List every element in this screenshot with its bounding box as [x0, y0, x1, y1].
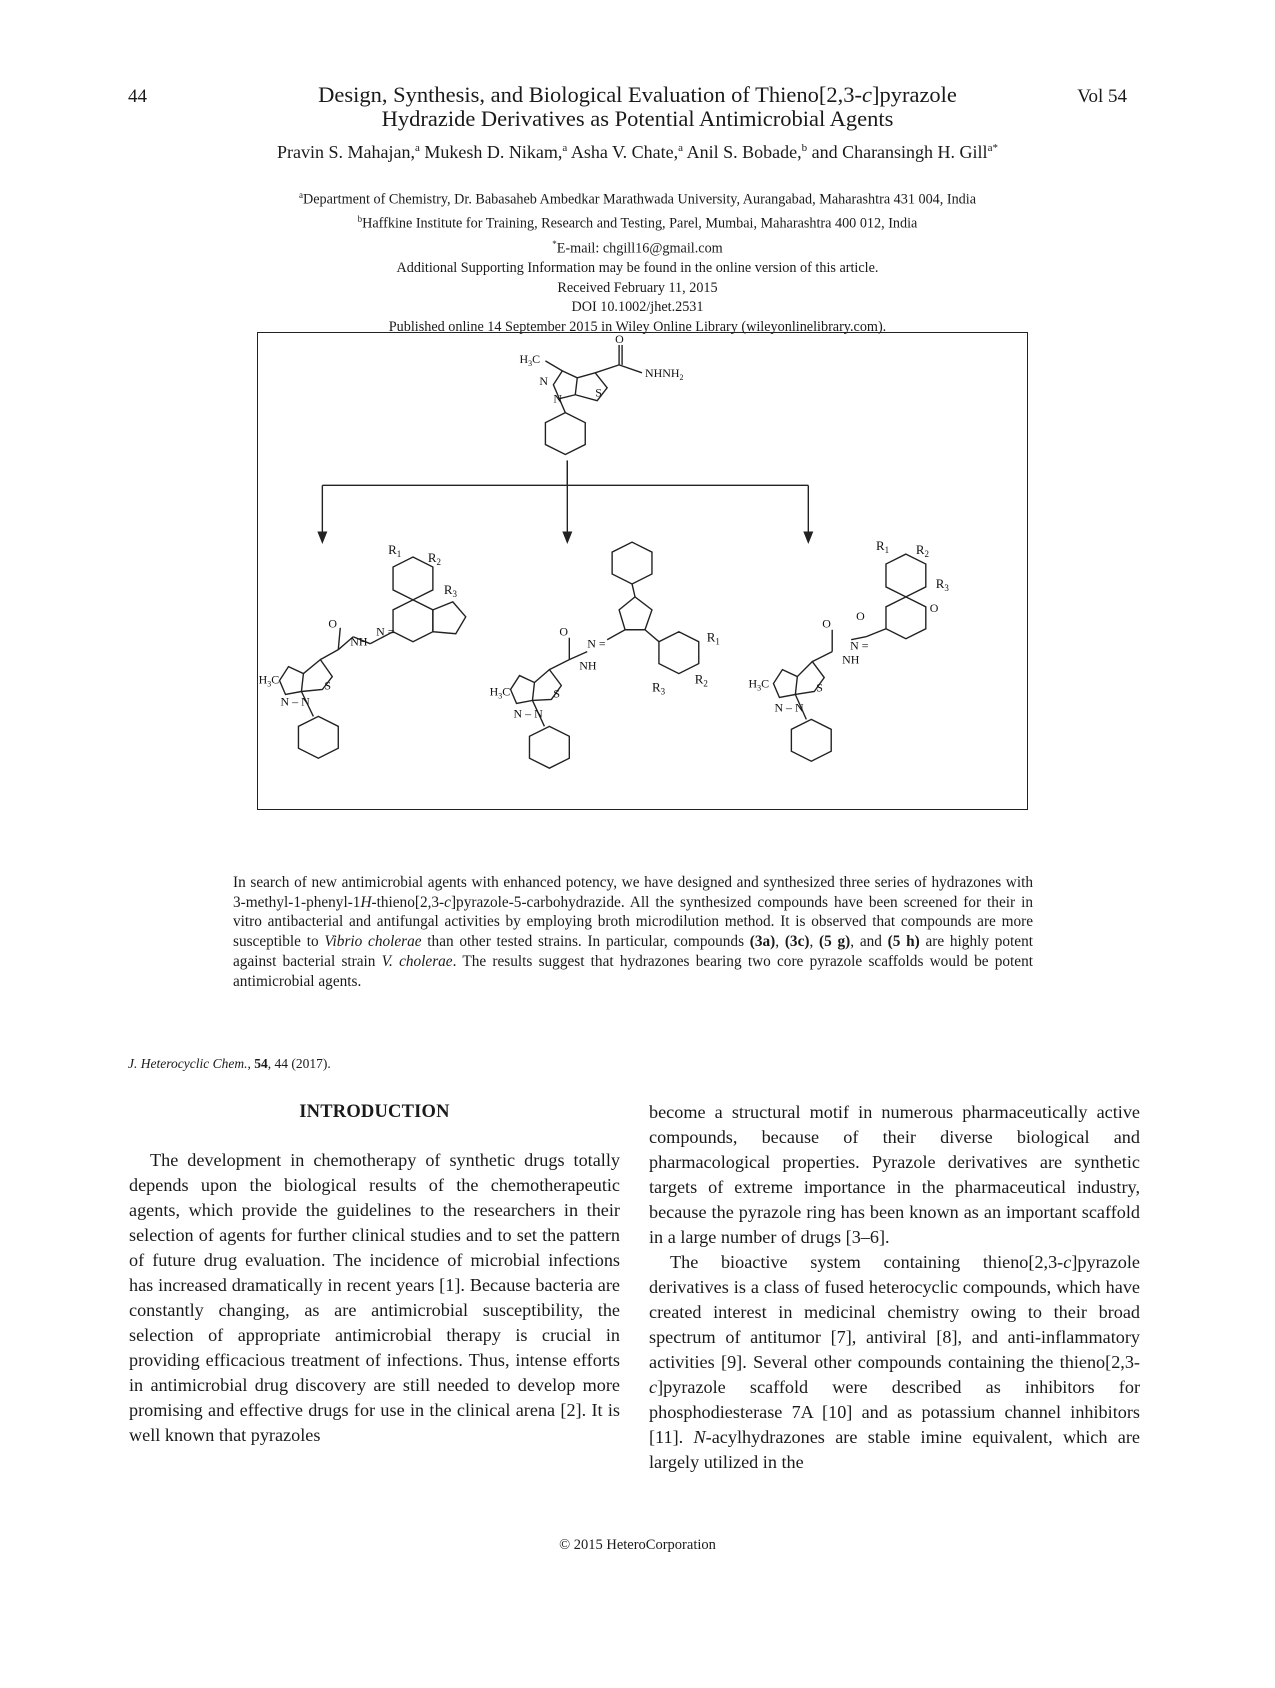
- tetrazole-ring: [433, 602, 466, 634]
- abstract-text: ,: [775, 933, 785, 951]
- affil-mark: *: [552, 238, 557, 249]
- nh-label: NH: [350, 634, 368, 649]
- doi: DOI 10.1002/jhet.2531: [571, 299, 704, 316]
- benzene-ring: [886, 554, 926, 597]
- citation-rest: , 44 (2017).: [267, 1056, 331, 1071]
- received-date: Received February 11, 2015: [557, 279, 718, 296]
- r1-label: $R_1$: [388, 542, 402, 560]
- pyridine-ring: [393, 600, 433, 642]
- pyrazole-ring: [511, 676, 535, 704]
- pyrazole-ring: [280, 667, 304, 695]
- ring-oxygen-label: O: [929, 600, 939, 615]
- r3-label: $R_3$: [443, 581, 457, 599]
- affil-mark: a: [298, 190, 303, 200]
- abstract-italic: H: [360, 893, 372, 911]
- oxygen-label: O: [822, 616, 831, 631]
- abstract-italic: c: [444, 893, 451, 911]
- author-affil-mark: a: [562, 142, 568, 154]
- compound-id: (5 g): [819, 933, 851, 951]
- imine-label: N =: [850, 638, 869, 653]
- branch-arrows: [318, 460, 812, 542]
- oxygen-label: O: [615, 333, 624, 346]
- species-name: Vibrio cholerae: [324, 933, 422, 951]
- abstract-text: ,: [809, 933, 820, 951]
- r1-label: $R_1$: [706, 629, 720, 647]
- author-affil-mark: a: [678, 142, 684, 154]
- product-tetrazoloquinoline: [280, 557, 466, 758]
- title-line-1: [0, 83, 1275, 107]
- affiliations: [0, 186, 1275, 337]
- r3-label: $R_3$: [651, 679, 666, 697]
- author-list: [0, 142, 1275, 163]
- chromone-oxygen-label: O: [856, 608, 865, 623]
- author: Pravin S. Mahajan,: [277, 142, 416, 162]
- abstract-text: , and: [850, 933, 888, 951]
- oxygen-label: O: [559, 624, 568, 639]
- bond: [632, 584, 635, 597]
- imine-label: N =: [376, 624, 395, 639]
- page-number: 44: [128, 86, 147, 107]
- abstract-text: are highly potent against bacterial strain: [233, 933, 1033, 970]
- abstract-text: ]pyrazole-5-carbohydrazide. All the synthesized compounds have been screened for their in vitro antibacterial and antifungal activities by employing broth microdilution method. It is observed that compounds are more susceptible to: [233, 893, 1033, 951]
- r2-label: $R_2$: [694, 671, 708, 689]
- author-affil-mark: a*: [987, 142, 998, 154]
- phenyl-ring: [545, 413, 585, 455]
- paragraph-text: -acylhydrazones are stable imine equivalent, which are largely utilized in the: [649, 1427, 1140, 1472]
- imine-label: N =: [587, 636, 606, 651]
- methyl-label: $H_3C$: [258, 672, 280, 689]
- section-heading: INTRODUCTION: [299, 1102, 450, 1122]
- affiliation-b: [0, 210, 1275, 234]
- email-line: [0, 235, 1275, 259]
- methyl-label: $H_3C$: [489, 684, 511, 701]
- author-affil-mark: b: [801, 142, 808, 154]
- email-text: E-mail: chgill16@gmail.com: [556, 240, 723, 257]
- title-italic-c: c: [861, 82, 872, 107]
- graphical-abstract: [257, 332, 1028, 810]
- article-title: [0, 83, 1275, 131]
- pyrazole-n-label: N – N: [774, 700, 804, 715]
- phenyl-ring: [791, 719, 831, 761]
- compound-id: (5 h): [887, 933, 920, 951]
- pyranone-ring: [886, 597, 926, 639]
- r3-label: $R_3$: [935, 575, 949, 593]
- published-line: Published online 14 September 2015 in Wiley Online Library (wileyonlinelibrary.com).: [388, 318, 887, 335]
- paragraph-text: The bioactive system containing thieno[2,3-: [670, 1252, 1064, 1272]
- phenyl-ring: [298, 716, 338, 758]
- abstract: [233, 873, 1033, 991]
- affil-text: Haffkine Institute for Training, Research and Testing, Parel, Mumbai, Maharashtra 400 012, India: [362, 216, 918, 233]
- italic-text: N: [693, 1427, 706, 1447]
- bond: [866, 629, 886, 637]
- right-column: [649, 1100, 1140, 1475]
- paragraph: [649, 1250, 1140, 1475]
- copyright: © 2015 HeteroCorporation: [559, 1537, 716, 1553]
- bond: [595, 365, 619, 373]
- author: and Charansingh H. Gill: [811, 142, 988, 162]
- sulfur-label: S: [595, 385, 602, 400]
- pyrazole-n-label: N – N: [513, 706, 543, 721]
- author: Mukesh D. Nikam,: [424, 142, 563, 162]
- pyrazole-ring: [773, 670, 797, 698]
- thiophene-ring: [575, 373, 607, 401]
- citation: [128, 1056, 331, 1072]
- volume-label: Vol 54: [1077, 86, 1127, 107]
- pyrazole-ring: [619, 597, 652, 630]
- r2-label: $R_2$: [915, 542, 929, 560]
- author: Anil S. Bobade,: [686, 142, 802, 162]
- methyl-label: $H_3C$: [748, 676, 770, 693]
- methyl-label: $H_3C$: [519, 351, 541, 368]
- hydrazide-label: $NHNH_2$: [644, 365, 684, 382]
- bond: [549, 660, 569, 670]
- bond: [607, 630, 625, 640]
- phenyl-ring: [612, 542, 652, 584]
- affil-text: Department of Chemistry, Dr. Babasaheb Ambedkar Marathwada University, Aurangabad, Maharashtra 431 004, India: [302, 191, 977, 208]
- pyrazole-n-label: N – N: [280, 694, 310, 709]
- supporting-info: Additional Supporting Information may be found in the online version of this article.: [396, 259, 879, 276]
- carbonyl-bond: [338, 628, 340, 650]
- nitrogen-label: N: [539, 373, 549, 388]
- paragraph-text: ]pyrazole derivatives is a class of fused heterocyclic compounds, which have created interest in medicinal chemistry owing to their broad spectrum of antitumor [7], antiviral [8], and anti-inflammatory activities [9]. Several other compounds containing the thieno[2,3-: [649, 1252, 1140, 1372]
- species-name: V. cholerae: [381, 952, 453, 970]
- journal-name: J. Heterocyclic Chem.: [128, 1056, 248, 1071]
- abstract-text: . The results suggest that hydrazones bearing two core pyrazole scaffolds would be potent antimicrobial agents.: [233, 952, 1033, 990]
- compound-id: (3a): [749, 933, 776, 951]
- bond: [812, 652, 832, 662]
- nh-label: NH: [842, 652, 860, 667]
- affiliation-a: [0, 186, 1275, 210]
- citation-volume: 54: [254, 1056, 268, 1071]
- author-affil-mark: a: [415, 142, 420, 154]
- paragraph: become a structural motif in numerous pharmaceutically active compounds, because of their diverse biological and pharmacological properties. Pyrazole derivatives are synthetic targets of extreme importance in the pharmaceutical industry, because the pyrazole ring has been known as an important scaffold in a large number of drugs [3–6].: [649, 1102, 1140, 1247]
- reaction-scheme: [258, 333, 1027, 809]
- bond: [320, 650, 338, 660]
- abstract-text: -thieno[2,3-: [371, 893, 445, 911]
- sulfur-label: S: [553, 686, 561, 701]
- r1-label: $R_1$: [876, 538, 890, 556]
- title-part: ]pyrazole: [871, 82, 957, 107]
- bond: [619, 365, 642, 373]
- title-line-2: Hydrazide Derivatives as Potential Antimicrobial Agents: [381, 106, 894, 131]
- nh-label: NH: [579, 658, 597, 673]
- phenyl-ring: [529, 726, 569, 768]
- sulfur-label: S: [324, 678, 331, 693]
- aryl-ring: [659, 632, 699, 674]
- paragraph: The development in chemotherapy of synthetic drugs totally depends upon the biological results of the chemotherapeutic agents, which provide the guidelines to the researchers in their selection of agents for further clinical studies and to set the pattern of future drug evaluation. The incidence of microbial infections has increased dramatically in recent years [1]. Because bacteria are constantly changing, as are antimicrobial susceptibility, the selection of appropriate antimicrobial therapy is crucial in providing efficacious treatment of infections. Thus, intense efforts in antimicrobial drug discovery are still needed to develop more promising and effective drugs for use in the clinical arena [2]. It is well known that pyrazoles: [129, 1150, 620, 1445]
- italic-text: c: [649, 1377, 658, 1397]
- left-column: [129, 1100, 620, 1448]
- r2-label: $R_2$: [427, 550, 442, 568]
- sulfur-label: S: [816, 680, 823, 695]
- abstract-text: In search of new antimicrobial agents with enhanced potency, we have designed and synthesized three series of hydrazones with 3-methyl-1-phenyl-1: [233, 874, 1033, 911]
- author: Asha V. Chate,: [570, 142, 679, 162]
- abstract-text: than other tested strains. In particular, compounds: [421, 933, 750, 951]
- compound-id: (3c): [784, 933, 810, 951]
- title-part: Design, Synthesis, and Biological Evaluation of Thieno[2,3-: [318, 82, 862, 107]
- methyl-bond: [545, 361, 562, 371]
- oxygen-label: O: [328, 616, 337, 631]
- product-pyrazolyl: [511, 542, 699, 768]
- italic-text: c: [1063, 1252, 1072, 1272]
- affil-mark: b: [357, 214, 363, 225]
- paragraph-text: ]pyrazole scaffold were described as inhibitors for phosphodiesterase 7A [10] and as potassium channel inhibitors [11].: [649, 1377, 1140, 1447]
- citation-sep: ,: [247, 1056, 255, 1071]
- nitrogen-label: N: [553, 391, 562, 406]
- bond: [645, 630, 659, 642]
